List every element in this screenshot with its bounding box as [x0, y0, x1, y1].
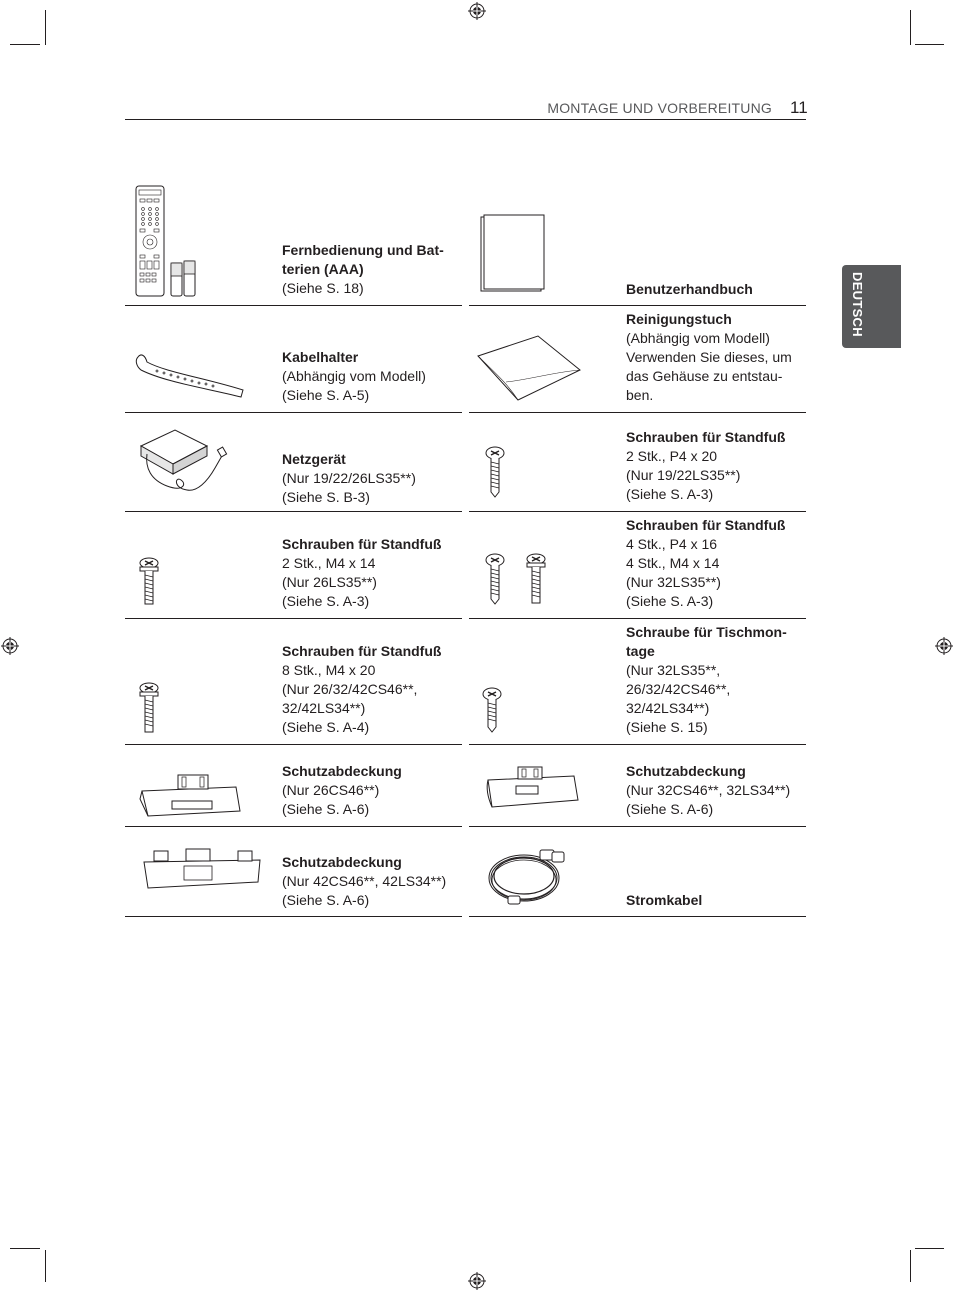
item-stromkabel	[626, 891, 804, 910]
item-schraube-tischmontage	[626, 623, 804, 737]
item-line: (Siehe S. A-3)	[282, 593, 370, 609]
row-divider	[125, 826, 462, 827]
stand-screw-icon	[138, 681, 160, 735]
item-title: Schutzabdeckung	[282, 854, 402, 870]
crop-mark	[910, 10, 911, 45]
protection-cover-icon	[140, 846, 264, 890]
item-line: (Siehe S. A-5)	[282, 387, 370, 403]
item-line: (Nur 32CS46**, 32LS34**)	[626, 782, 791, 798]
item-reinigungstuch	[626, 310, 804, 405]
row-divider	[469, 618, 806, 619]
row-divider	[125, 618, 462, 619]
row-divider	[469, 511, 806, 512]
item-schrauben-m4x20	[282, 642, 460, 737]
item-line: (Siehe S. A-4)	[282, 719, 370, 735]
item-line: (Abhängig vom Modell)	[282, 368, 426, 384]
item-line: 2 Stk., P4 x 20	[626, 448, 718, 464]
item-title: Schutzabdeckung	[282, 763, 402, 779]
stand-screw-icon	[138, 556, 160, 608]
item-schutzabdeckung-42	[282, 853, 460, 910]
row-divider	[125, 511, 462, 512]
stand-screws-pair-icon	[484, 553, 548, 607]
item-line: (Nur 26CS46**)	[282, 782, 380, 798]
item-line: (Nur 26/32/42CS46**,	[282, 681, 418, 697]
item-line: (Siehe S. 15)	[626, 719, 708, 735]
row-divider	[125, 412, 462, 413]
item-kabelhalter	[282, 348, 460, 405]
desk-mount-screw-icon	[481, 687, 503, 733]
row-divider	[469, 412, 806, 413]
row-divider	[469, 744, 806, 745]
registration-mark-icon	[468, 2, 486, 20]
item-line: 32/42LS34**)	[282, 700, 366, 716]
stand-screw-icon	[484, 446, 506, 498]
item-schrauben-p4x16	[626, 516, 804, 611]
item-line: Verwenden Sie dieses, um	[626, 349, 792, 365]
section-title: MONTAGE UND VORBEREITUNG	[547, 100, 772, 116]
item-title: Schrauben für Standfuß	[626, 429, 786, 445]
item-line: 4 Stk., P4 x 16	[626, 536, 718, 552]
power-adapter-icon	[137, 424, 229, 502]
language-tab-label: DEUTSCH	[850, 272, 865, 337]
item-title: Benutzerhandbuch	[626, 281, 753, 297]
item-line: (Nur 42CS46**, 42LS34**)	[282, 873, 447, 889]
header-rule	[125, 119, 806, 120]
item-line: (Siehe S. A-6)	[282, 801, 370, 817]
item-line: das Gehäuse zu entstau-	[626, 368, 783, 384]
item-line: (Nur 19/22LS35**)	[626, 467, 741, 483]
row-divider	[469, 826, 806, 827]
item-line: (Siehe S. A-3)	[626, 486, 714, 502]
item-benutzerhandbuch	[626, 280, 804, 299]
item-title: Schraube für Tischmon- tage	[626, 624, 787, 659]
crop-mark	[10, 1248, 40, 1249]
item-title: Reinigungstuch	[626, 311, 732, 327]
item-line: 8 Stk., M4 x 20	[282, 662, 376, 678]
crop-mark	[45, 1250, 46, 1282]
item-schrauben-p4x20	[626, 428, 804, 504]
row-divider	[125, 305, 462, 306]
item-line: (Siehe S. A-6)	[626, 801, 714, 817]
item-line: (Abhängig vom Modell)	[626, 330, 770, 346]
item-schrauben-m4x14	[282, 535, 460, 611]
item-line: (Nur 26LS35**)	[282, 574, 377, 590]
crop-mark	[915, 1248, 944, 1249]
protection-cover-icon	[138, 773, 242, 818]
item-line: (Nur 32LS35**,	[626, 662, 721, 678]
item-line: (Nur 19/22/26LS35**)	[282, 470, 416, 486]
crop-mark	[45, 10, 46, 45]
item-title: Schrauben für Standfuß	[282, 536, 442, 552]
remote-batteries-icon	[135, 185, 200, 298]
item-line: (Siehe S. A-6)	[282, 892, 370, 908]
item-netzgeraet	[282, 450, 460, 507]
item-schutzabdeckung-26	[282, 762, 460, 819]
power-cord-icon	[486, 846, 572, 908]
registration-mark-icon	[935, 637, 953, 655]
row-divider	[469, 305, 806, 306]
cleaning-cloth-icon	[476, 334, 586, 404]
crop-mark	[10, 44, 40, 45]
item-line: ben.	[626, 387, 654, 403]
cable-holder-icon	[135, 352, 247, 402]
row-divider	[125, 916, 462, 917]
item-line: 32/42LS34**)	[626, 700, 710, 716]
crop-mark	[915, 44, 944, 45]
manual-icon	[480, 214, 546, 294]
item-line: (Siehe S. A-3)	[626, 593, 714, 609]
item-title: Netzgerät	[282, 451, 346, 467]
language-tab	[842, 265, 901, 348]
item-fernbedienung	[282, 241, 460, 298]
item-line: (Nur 32LS35**)	[626, 574, 721, 590]
item-line: 26/32/42CS46**,	[626, 681, 731, 697]
registration-mark-icon	[468, 1272, 486, 1290]
item-title: Stromkabel	[626, 892, 703, 908]
item-line: 2 Stk., M4 x 14	[282, 555, 376, 571]
protection-cover-icon	[484, 764, 580, 810]
item-title: Kabelhalter	[282, 349, 359, 365]
item-line: (Siehe S. B-3)	[282, 489, 370, 505]
item-line: (Siehe S. 18)	[282, 280, 364, 296]
row-divider	[469, 916, 806, 917]
page-number: 11	[790, 98, 808, 117]
crop-mark	[910, 1250, 911, 1282]
item-schutzabdeckung-32	[626, 762, 804, 819]
item-title: Fernbedienung und Bat- terien (AAA)	[282, 242, 444, 277]
row-divider	[125, 744, 462, 745]
item-line: 4 Stk., M4 x 14	[626, 555, 720, 571]
item-title: Schrauben für Standfuß	[282, 643, 442, 659]
item-title: Schutzabdeckung	[626, 763, 746, 779]
registration-mark-icon	[1, 637, 19, 655]
item-title: Schrauben für Standfuß	[626, 517, 786, 533]
